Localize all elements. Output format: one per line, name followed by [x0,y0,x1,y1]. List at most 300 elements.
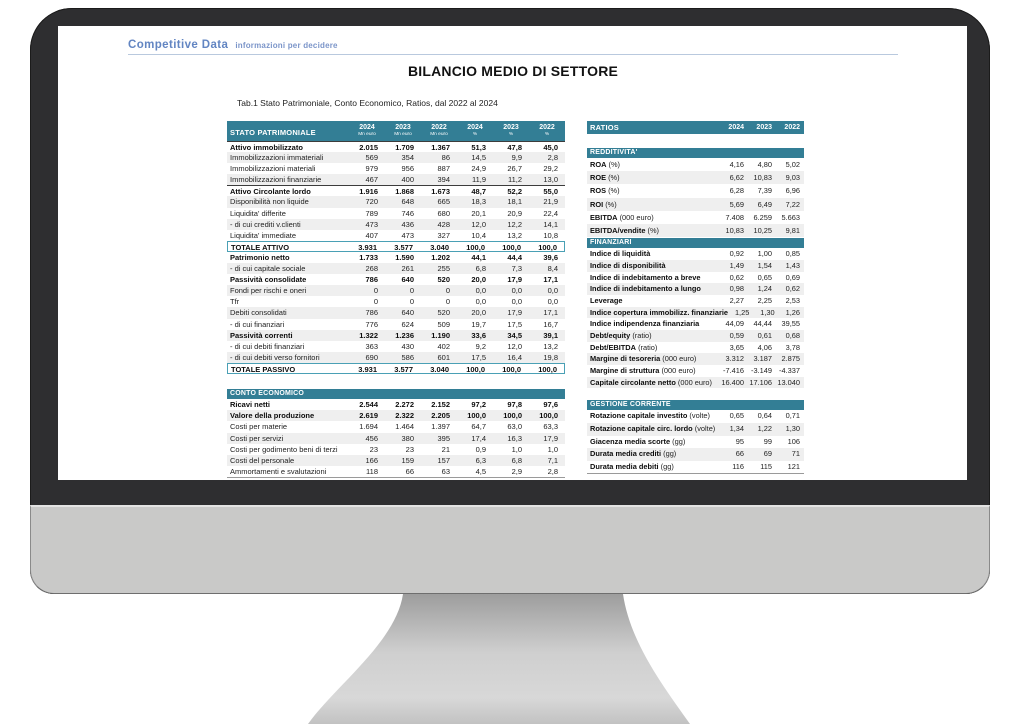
row-value: 354 [401,153,414,163]
year-column-header [421,121,457,141]
row-value: 1.190 [431,330,450,340]
monitor-frame [30,8,990,594]
row-label: Valore della produzione [230,411,315,421]
row-value: 7,39 [757,186,772,196]
row-value: 17,9 [543,433,558,443]
row-label [587,318,720,330]
row-value: 0,98 [729,284,744,294]
row-label [587,283,720,295]
row-value: 39,1 [543,330,558,340]
row-value: 7,3 [511,264,522,274]
row-value: 394 [437,175,450,185]
row-value: 29,2 [543,164,558,174]
ratio-name: Durata media debiti [590,461,659,471]
row-value: 436 [401,219,414,229]
row-value: 63,0 [507,422,522,432]
ratio-name: Indice di liquidità [590,249,651,259]
row-value: 24,9 [471,164,486,174]
ratio-unit: (volte) [694,423,716,433]
row-value: 47,8 [507,143,522,152]
ratio-name: EBITDA [590,212,618,222]
unit-label: % [472,132,478,137]
row-value: 4,16 [729,160,744,169]
ratio-unit: (gg) [663,449,677,459]
row-value: 3.187 [753,354,772,364]
conto-economico-table [227,389,565,478]
row-value: 99 [763,436,772,446]
row-value: 69 [763,449,772,459]
row-value: 12,0 [471,219,486,229]
row-label [587,410,720,423]
row-value: 1.322 [359,330,378,340]
row-value: 18,1 [507,197,522,207]
row-label: Disponibilità non liquide [230,197,309,207]
row-label: Costi per godimento beni di terzi [230,444,338,454]
table-row [587,283,804,295]
row-value: 17,9 [507,308,522,318]
ratio-unit: (%) [608,160,620,169]
table-row [587,295,804,307]
left-column [227,121,565,478]
row-value: 9,2 [475,341,486,351]
row-value: 4,5 [475,467,486,477]
row-label [587,158,720,171]
row-value: 0,62 [785,284,800,294]
unit-label: % [508,132,514,137]
row-value: 13.040 [777,377,800,387]
row-value: -7.416 [723,366,744,375]
table-row [587,307,804,319]
row-value: 19,8 [543,352,558,362]
row-value: 10,25 [753,225,772,235]
row-value: 6,8 [475,264,486,274]
table-row [587,318,804,330]
row-value: -3.149 [751,366,772,375]
row-value: 20,1 [471,208,486,218]
row-value: 23 [369,444,378,454]
monitor-stand-icon [288,594,712,724]
ratio-name: Rotazione capitale circ. lordo [590,423,693,433]
row-label [587,171,720,184]
row-value: 690 [365,352,378,362]
row-value: 430 [401,341,414,351]
ratio-name: Giacenza media scorte [590,436,671,446]
row-value: 14,5 [471,153,486,163]
row-value: 9,81 [785,225,800,235]
row-value: 6,96 [785,186,800,196]
row-value: 327 [437,230,450,240]
ratio-name: Rotazione capitale investito [590,411,688,421]
row-value: 6.259 [753,212,772,222]
row-value: 157 [437,455,450,465]
row-value: 6,28 [729,186,744,196]
row-value: 100,0 [502,242,521,252]
redditivita-body [587,158,804,237]
ratio-name: ROE [590,173,607,183]
row-value: 3.040 [430,364,449,374]
row-label [587,260,720,272]
row-value: 11,9 [471,175,486,185]
table-row [587,377,804,389]
row-label [587,272,720,284]
row-value: 1.916 [359,187,378,197]
ratio-name: Indice di indebitamento a lungo [590,284,701,294]
row-label: Liquidita' immediate [230,230,297,240]
table-title: CONTO ECONOMICO [227,389,565,399]
year-label: 2023 [395,124,411,131]
row-value: 11,2 [507,175,522,185]
ratio-unit: (000 euro) [661,366,696,375]
row-value: 52,2 [507,187,522,197]
row-value: 2.875 [781,354,800,364]
row-value: 2,8 [547,153,558,163]
table-row [587,353,804,365]
unit-label: Mn euro [394,132,412,137]
row-value: 44,09 [725,319,744,329]
table-row [227,263,565,274]
row-label: Costi per materie [230,422,288,432]
row-value: 116 [732,461,744,471]
row-label [587,211,720,224]
table-row [227,319,565,330]
row-value: 3,78 [785,342,800,352]
row-value: 20,0 [471,275,486,285]
row-value: 6,3 [475,455,486,465]
row-value: 100,0 [466,364,485,374]
row-label [587,436,720,449]
row-value: 44,44 [753,319,772,329]
row-value: 3,65 [729,342,744,352]
row-value: 7.408 [725,212,744,222]
ratio-name: ROS [590,186,607,196]
row-value: 4,80 [757,160,772,169]
row-value: 10,4 [471,230,486,240]
row-value: 400 [401,175,414,185]
ratio-unit: (%) [608,186,620,196]
row-value: 0 [409,286,414,296]
row-value: 1.464 [395,422,414,432]
ratio-unit: (gg) [672,436,686,446]
table-row [587,171,804,184]
ratio-unit: (ratio) [632,330,652,340]
row-label [587,248,720,260]
table-row [587,410,804,423]
year-label: 2024 [467,124,483,131]
row-value: 2.205 [431,411,450,421]
ratio-unit: (000 euro) [662,354,697,364]
year-label: 2022 [431,124,447,131]
ratio-name: Indice indipendenza finanziaria [590,319,700,329]
ratio-name: Debt/EBITDA [590,342,636,352]
row-value: 17,1 [543,275,558,285]
row-value: 1,30 [760,307,775,317]
row-value: 1,34 [729,423,744,433]
row-value: 86 [441,153,450,163]
row-value: 3.577 [394,364,413,374]
row-value: 2,9 [511,467,522,477]
ratio-name: EBITDA/vendite [590,225,646,235]
row-label: Passività consolidate [230,275,307,285]
table-row [587,423,804,436]
row-value: 33,6 [471,330,486,340]
row-label: Ammortamenti e svalutazioni [230,467,327,477]
row-value: 13,2 [507,230,522,240]
row-value: 4,06 [757,342,772,352]
row-label: Costi per servizi [230,433,284,443]
unit-label: Mn euro [358,132,376,137]
row-label: Attivo immobilizzato [230,143,303,152]
row-value: 100,0 [538,242,557,252]
row-value: 63 [441,467,450,477]
table-row [227,208,565,219]
ratio-name: Indice di indebitamento a breve [590,272,701,282]
table-row [227,141,565,152]
row-value: 255 [437,264,450,274]
row-value: 0,68 [785,330,800,340]
row-value: 20,9 [507,208,522,218]
row-label: Debiti consolidati [230,308,287,318]
row-value: 100,0 [467,411,486,421]
row-value: 6,8 [511,455,522,465]
table-row [587,211,804,224]
row-label: Costi del personale [230,455,295,465]
row-value: 0,0 [547,286,558,296]
year-label: 2023 [503,124,519,131]
row-value: 5,69 [729,199,744,209]
row-value: 95 [735,436,744,446]
row-value: 34,5 [507,330,522,340]
year-column-header [529,121,565,141]
row-value: 0,62 [729,272,744,282]
table-row [227,274,565,285]
row-value: 569 [365,153,378,163]
row-value: 0 [373,297,378,307]
row-value: 0,65 [729,411,744,421]
row-value: 8,4 [547,264,558,274]
row-value: 17.106 [749,377,772,387]
row-value: 956 [401,164,414,174]
stato-patrimoniale-body [227,141,565,374]
row-value: 380 [401,433,414,443]
row-value: 786 [365,275,378,285]
table-row [227,363,565,374]
row-value: 746 [401,208,414,218]
table-row [227,455,565,466]
row-value: 13,0 [543,175,558,185]
row-value: 720 [365,197,378,207]
row-label: Attivo Circolante lordo [230,187,311,197]
row-label [587,342,720,354]
row-value: 1,26 [785,307,800,317]
row-value: 1,54 [757,260,772,270]
stato-patrimoniale-table [227,121,565,374]
row-label: Immobilizzazioni finanziarie [230,175,322,185]
row-label: Immobilizzazioni immateriali [230,153,324,163]
finanziari-body [587,248,804,388]
row-value: 16,4 [507,352,522,362]
row-value: 1.694 [359,422,378,432]
table-row [227,352,565,363]
row-value: 1,22 [757,423,772,433]
table-row [227,433,565,444]
ratio-unit: (000 euro) [619,212,654,222]
row-label: Fondi per rischi e oneri [230,286,307,296]
row-value: 2,8 [547,467,558,477]
year-label: 2023 [756,124,772,131]
row-label: TOTALE PASSIVO [231,364,296,373]
row-value: 13,2 [543,341,558,351]
table-row [587,198,804,211]
table-row [587,260,804,272]
ratio-unit: (gg) [660,461,674,471]
row-label [587,377,720,389]
row-value: 0,69 [785,272,800,282]
table-row [587,448,804,461]
row-value: 0,0 [511,297,522,307]
row-label: Passività correnti [230,330,293,340]
row-value: 586 [401,352,414,362]
row-value: 2.152 [431,399,450,409]
ratio-name: Margine di tesoreria [590,354,661,364]
row-label: TOTALE ATTIVO [231,242,290,251]
row-value: 100,0 [502,364,521,374]
row-value: 509 [437,319,450,329]
row-value: 1,49 [729,260,744,270]
table-row [227,466,565,477]
row-value: 0 [445,297,450,307]
row-value: 66 [735,449,744,459]
row-value: 97,2 [471,399,486,409]
monitor-chin [30,505,990,594]
table-row [227,444,565,455]
row-value: 2,25 [757,295,772,305]
row-value: 0 [409,297,414,307]
row-value: 407 [365,230,378,240]
row-value: 2,53 [785,295,800,305]
table-row [227,185,565,196]
row-value: 44,4 [507,252,522,262]
ratio-unit: (%) [605,199,617,209]
row-value: 22,4 [543,208,558,218]
row-value: 0,0 [475,286,486,296]
row-value: 20,0 [471,308,486,318]
table-title: STATO PATRIMONIALE [230,128,316,137]
row-value: 1.590 [395,252,414,262]
table-row [227,399,565,410]
row-value: 21 [441,444,450,454]
table-row [227,341,565,352]
row-label: - di cui finanziari [230,319,285,329]
table-row [227,152,565,163]
row-value: 2.619 [359,411,378,421]
row-value: 1.202 [431,252,450,262]
row-value: 395 [437,433,450,443]
table-row [587,184,804,197]
row-value: 601 [437,352,450,362]
row-value: 63,3 [543,422,558,432]
row-value: -4.337 [779,366,800,375]
year-column-header [457,121,493,141]
row-value: 520 [437,308,450,318]
row-value: 428 [437,219,450,229]
row-label [587,423,720,436]
ratio-name: ROA [590,160,607,169]
year-label: 2024 [728,124,744,131]
row-value: 97,8 [507,399,522,409]
row-label [587,365,720,377]
row-value: 21,9 [543,197,558,207]
row-value: 3.931 [358,364,377,374]
year-label: 2022 [539,124,555,131]
row-value: 44,1 [471,252,486,262]
finanziari-section [587,238,804,388]
row-value: 64,7 [471,422,486,432]
conto-economico-body [227,399,565,478]
row-label [587,224,720,237]
row-value: 9,03 [785,173,800,183]
row-label: - di cui debiti finanziari [230,341,305,351]
brand-logo: Competitive Data [128,39,229,51]
row-value: 1,25 [734,307,750,317]
row-value: 0,0 [547,297,558,307]
ratio-name: Capitale circolante netto [590,377,676,387]
row-value: 1.868 [395,187,414,197]
row-value: 48,7 [471,187,486,197]
table-row [227,421,565,432]
year-column-header [385,121,421,141]
row-value: 1,30 [785,423,800,433]
row-value: 887 [437,164,450,174]
table-row [587,436,804,449]
row-value: 979 [365,164,378,174]
table-row [587,461,804,474]
row-label: Immobilizzazioni materiali [230,164,316,174]
section-title: GESTIONE CORRENTE [587,400,804,410]
row-value: 0,85 [785,249,800,259]
row-value: 3.312 [725,354,744,364]
row-value: 100,0 [466,242,485,252]
table-row [587,248,804,260]
row-label: - di cui capitale sociale [230,264,306,274]
row-value: 0,61 [757,330,772,340]
table-row [227,163,565,174]
row-value: 159 [401,455,414,465]
row-label: - di cui debiti verso fornitori [230,352,320,362]
ratio-unit: (volte) [689,411,710,421]
row-value: 640 [401,275,414,285]
ratio-unit: (%) [608,173,620,183]
ratio-name: Margine di struttura [590,366,660,375]
row-value: 1,43 [785,260,800,270]
row-value: 23 [405,444,414,454]
ratio-name: Debt/equity [590,330,631,340]
row-value: 402 [437,341,450,351]
row-value: 16.400 [721,377,744,387]
row-value: 261 [401,264,414,274]
header-rule [128,54,898,55]
row-value: 16,7 [543,319,558,329]
row-value: 0 [373,286,378,296]
brand-header [128,35,338,53]
year-column-headers [349,121,565,141]
stato-patrimoniale-header [227,121,565,141]
table-row [587,224,804,237]
row-label [587,330,720,342]
row-label: Tfr [230,297,240,307]
row-value: 115 [760,461,772,471]
row-value: 16,3 [507,433,522,443]
row-value: 6,49 [757,199,772,209]
